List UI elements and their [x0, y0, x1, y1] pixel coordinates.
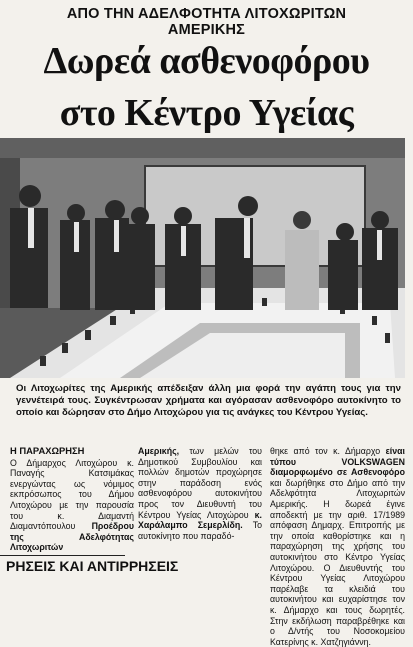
headline-line-1: Δωρεά ασθενοφόρου [43, 40, 370, 82]
kicker [0, 6, 413, 38]
group-photo [0, 138, 405, 378]
column-2-text-1: των μελών του Δημοτικού Συμβουλίου και πολλών δημοτών προχώρησε στην παράδοση ενός ασθενοφόρου αυτοκινήτου προς τον Διευθυντή του Κέντρου Υγείας Λιτοχώρου [138, 446, 262, 520]
article-column-1 [10, 446, 134, 553]
section-divider [0, 555, 125, 556]
column-3-text-2: και δωρήθηκε στο Δήμο από την Αδελφότητα Λιτοχωριτών Αμερικής. Η δωρεά έγινε αποδεκτή με την αριθ. 17/1989 απόφαση Δημαρχ. Επιτροπής με την οποία καθορίστηκε και η παραχώρηση της χρήσης του αυτοκινήτου στο Κέντρο Υγείας Λιτοχώρου. Ο Διευθυντής του Κέντρου Υγείας Λιτοχώρου παρέλαβε τα κλειδιά του αυτοκινήτου και ευχαρίστησε τον κ. Δήμαρχο και τους δωρητές. Στην εκδήλωση παραβρέθηκε και ο Δ/ντής του Νοσοκομείου Κατερίνης κ. Χατζηγιάννη. [270, 477, 405, 647]
column-2-bold-text-2: κ. Χαράλαμπο Σεμερλίδη. [138, 509, 262, 531]
headline-line-2: στο Κέντρο Υγείας [59, 92, 354, 134]
kicker-line-2: ΑΜΕΡΙΚΗΣ [167, 22, 246, 38]
column-2-text-2: Το αυτοκίνητο που παραδό- [138, 520, 262, 541]
article-lede: Οι Λιτοχωρίτες της Αμερικής απέδειξαν άλλη μια φορά την αγάπη τους για την γεννέτειρά τους. Συγκέντρωσαν χρήματα και αγόρασαν ασθενοφόρο αυτοκίνητο το οποίο και δώρησαν στο Δήμο Λιτοχώρου για τις ανάγκες του Κέντρου Υγείας. [16, 383, 401, 419]
column-1-text: Ο Δήμαρχος Λιτοχώρου κ. Παναγής Κατσιμάκας ενεργώντας ως νόμιμος εκπρόσωπος του Δήμου Λιτοχώρου με την παρουσία του κ. Διαμαντή Διαμαντόπουλου [10, 457, 134, 532]
next-article-headline: ΡΗΣΕΙΣ ΚΑΙ ΑΝΤΙΡΡΗΣΕΙΣ [6, 558, 179, 574]
column-1-bold-text: Προέδρου της Αδελφότητας Λιτοχωριτών [10, 521, 134, 553]
column-1-subheading: Η ΠΑΡΑΧΩΡΗΣΗ [10, 445, 85, 456]
article-column-3 [270, 446, 405, 647]
kicker-line-1: ΑΠΟ ΤΗΝ ΑΔΕΛΦΟΤΗΤΑ ΛΙΤΟΧΩΡΙΤΩΝ [66, 6, 347, 22]
column-3-text-1: θηκε από τον κ. Δήμαρχο [270, 446, 386, 456]
article-column-2 [138, 446, 262, 541]
column-3-bold-text: είναι τύπου VOLKSWAGEN διαμορφωμένο σε Ασθενοφόρο [270, 446, 405, 478]
column-2-bold-text-1: Αμερικής, [138, 446, 180, 456]
